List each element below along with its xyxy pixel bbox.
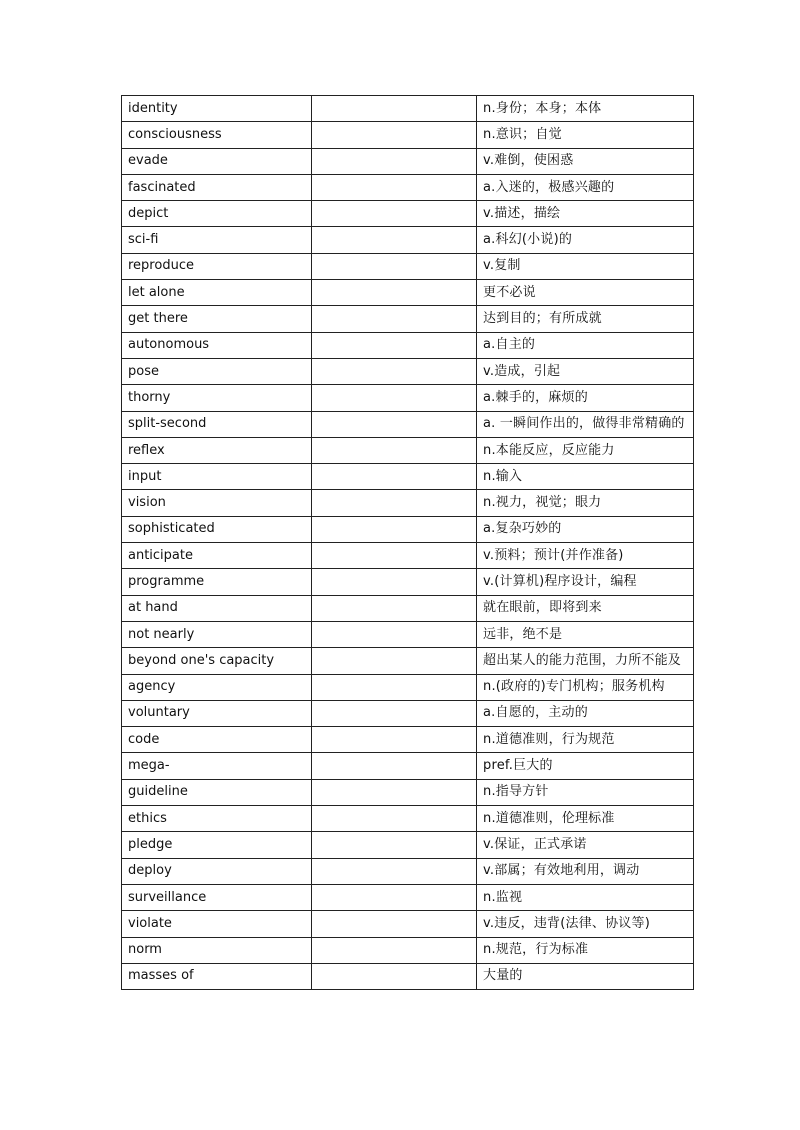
meaning-cell: n.意识；自觉: [477, 122, 694, 148]
table-row: [122, 411, 694, 437]
blank-cell: [312, 858, 477, 884]
meaning-cell: v.预料；预计(并作准备): [477, 543, 694, 569]
word-cell: surveillance: [122, 884, 312, 910]
word-cell: deploy: [122, 858, 312, 884]
table-row: [122, 122, 694, 148]
blank-cell: [312, 648, 477, 674]
meaning-cell: n.身份；本身；本体: [477, 96, 694, 122]
table-row: [122, 227, 694, 253]
meaning-cell: n.(政府的)专门机构；服务机构: [477, 674, 694, 700]
word-cell: violate: [122, 911, 312, 937]
blank-cell: [312, 437, 477, 463]
blank-cell: [312, 490, 477, 516]
table-row: [122, 306, 694, 332]
blank-cell: [312, 569, 477, 595]
word-cell: anticipate: [122, 543, 312, 569]
table-row: [122, 806, 694, 832]
table-row: [122, 595, 694, 621]
blank-cell: [312, 700, 477, 726]
word-cell: ethics: [122, 806, 312, 832]
meaning-cell: a.复杂巧妙的: [477, 516, 694, 542]
table-row: [122, 490, 694, 516]
table-row: [122, 543, 694, 569]
word-cell: vision: [122, 490, 312, 516]
table-row: [122, 385, 694, 411]
word-cell: at hand: [122, 595, 312, 621]
meaning-cell: v.保证，正式承诺: [477, 832, 694, 858]
blank-cell: [312, 543, 477, 569]
meaning-cell: 大量的: [477, 963, 694, 989]
meaning-cell: v.描述，描绘: [477, 201, 694, 227]
word-cell: reflex: [122, 437, 312, 463]
meaning-cell: n.道德准则，伦理标准: [477, 806, 694, 832]
word-cell: not nearly: [122, 621, 312, 647]
meaning-cell: v.(计算机)程序设计，编程: [477, 569, 694, 595]
blank-cell: [312, 201, 477, 227]
blank-cell: [312, 911, 477, 937]
word-cell: mega-: [122, 753, 312, 779]
table-row: [122, 858, 694, 884]
word-cell: sophisticated: [122, 516, 312, 542]
blank-cell: [312, 148, 477, 174]
blank-cell: [312, 358, 477, 384]
table-row: [122, 779, 694, 805]
meaning-cell: v.造成，引起: [477, 358, 694, 384]
blank-cell: [312, 727, 477, 753]
table-row: [122, 911, 694, 937]
meaning-cell: pref.巨大的: [477, 753, 694, 779]
word-cell: sci-fi: [122, 227, 312, 253]
word-cell: depict: [122, 201, 312, 227]
blank-cell: [312, 122, 477, 148]
table-row: [122, 700, 694, 726]
word-cell: code: [122, 727, 312, 753]
table-row: [122, 621, 694, 647]
blank-cell: [312, 516, 477, 542]
meaning-cell: n.本能反应，反应能力: [477, 437, 694, 463]
blank-cell: [312, 621, 477, 647]
blank-cell: [312, 963, 477, 989]
table-row: [122, 96, 694, 122]
table-row: [122, 358, 694, 384]
meaning-cell: a.棘手的，麻烦的: [477, 385, 694, 411]
table-row: [122, 332, 694, 358]
table-row: [122, 253, 694, 279]
word-cell: get there: [122, 306, 312, 332]
meaning-cell: n.道德准则，行为规范: [477, 727, 694, 753]
meaning-cell: a.入迷的，极感兴趣的: [477, 174, 694, 200]
table-row: [122, 280, 694, 306]
word-cell: autonomous: [122, 332, 312, 358]
blank-cell: [312, 937, 477, 963]
table-row: [122, 727, 694, 753]
word-cell: fascinated: [122, 174, 312, 200]
table-row: [122, 516, 694, 542]
meaning-cell: 更不必说: [477, 280, 694, 306]
vocabulary-table: [121, 95, 694, 990]
blank-cell: [312, 674, 477, 700]
word-cell: agency: [122, 674, 312, 700]
word-cell: reproduce: [122, 253, 312, 279]
word-cell: programme: [122, 569, 312, 595]
table-row: [122, 569, 694, 595]
blank-cell: [312, 332, 477, 358]
word-cell: consciousness: [122, 122, 312, 148]
meaning-cell: a. 一瞬间作出的，做得非常精确的: [477, 411, 694, 437]
meaning-cell: v.违反，违背(法律、协议等): [477, 911, 694, 937]
word-cell: pledge: [122, 832, 312, 858]
blank-cell: [312, 884, 477, 910]
word-cell: voluntary: [122, 700, 312, 726]
table-row: [122, 963, 694, 989]
blank-cell: [312, 832, 477, 858]
table-row: [122, 464, 694, 490]
blank-cell: [312, 96, 477, 122]
meaning-cell: 就在眼前，即将到来: [477, 595, 694, 621]
meaning-cell: n.输入: [477, 464, 694, 490]
blank-cell: [312, 753, 477, 779]
meaning-cell: n.监视: [477, 884, 694, 910]
word-cell: thorny: [122, 385, 312, 411]
blank-cell: [312, 411, 477, 437]
blank-cell: [312, 306, 477, 332]
blank-cell: [312, 227, 477, 253]
table-row: [122, 148, 694, 174]
blank-cell: [312, 779, 477, 805]
blank-cell: [312, 253, 477, 279]
word-cell: let alone: [122, 280, 312, 306]
blank-cell: [312, 595, 477, 621]
meaning-cell: n.视力，视觉；眼力: [477, 490, 694, 516]
table-row: [122, 674, 694, 700]
word-cell: evade: [122, 148, 312, 174]
word-cell: split-second: [122, 411, 312, 437]
word-cell: beyond one's capacity: [122, 648, 312, 674]
table-row: [122, 753, 694, 779]
word-cell: identity: [122, 96, 312, 122]
table-row: [122, 884, 694, 910]
meaning-cell: a.科幻(小说)的: [477, 227, 694, 253]
meaning-cell: v.难倒，使困惑: [477, 148, 694, 174]
blank-cell: [312, 806, 477, 832]
word-cell: input: [122, 464, 312, 490]
table-row: [122, 437, 694, 463]
table-row: [122, 832, 694, 858]
meaning-cell: 达到目的；有所成就: [477, 306, 694, 332]
table-row: [122, 648, 694, 674]
meaning-cell: 远非，绝不是: [477, 621, 694, 647]
meaning-cell: a.自愿的，主动的: [477, 700, 694, 726]
blank-cell: [312, 280, 477, 306]
word-cell: pose: [122, 358, 312, 384]
word-cell: guideline: [122, 779, 312, 805]
meaning-cell: a.自主的: [477, 332, 694, 358]
meaning-cell: n.规范，行为标准: [477, 937, 694, 963]
vocabulary-table-body: [122, 96, 694, 990]
blank-cell: [312, 174, 477, 200]
blank-cell: [312, 385, 477, 411]
meaning-cell: n.指导方针: [477, 779, 694, 805]
meaning-cell: v.复制: [477, 253, 694, 279]
blank-cell: [312, 464, 477, 490]
table-row: [122, 937, 694, 963]
word-cell: norm: [122, 937, 312, 963]
meaning-cell: v.部属；有效地利用，调动: [477, 858, 694, 884]
meaning-cell: 超出某人的能力范围，力所不能及: [477, 648, 694, 674]
word-cell: masses of: [122, 963, 312, 989]
table-row: [122, 201, 694, 227]
table-row: [122, 174, 694, 200]
